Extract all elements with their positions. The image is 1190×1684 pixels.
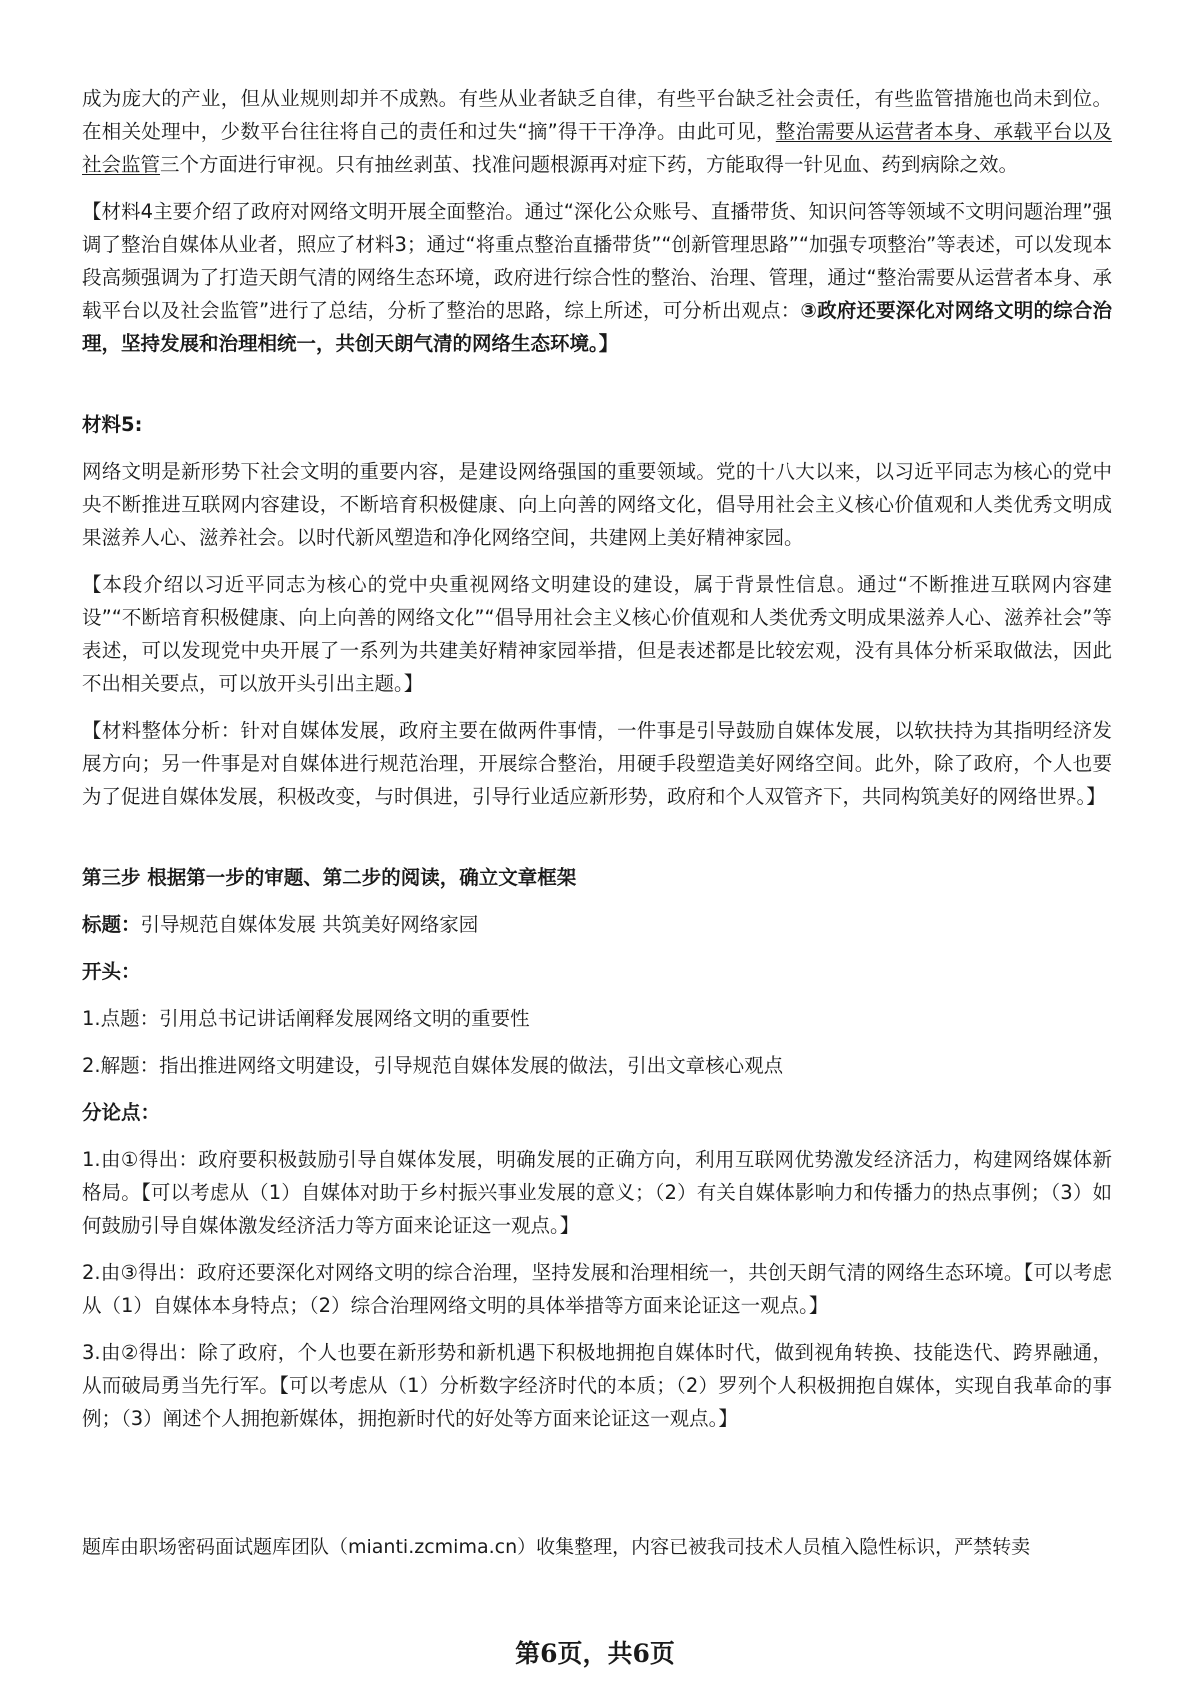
opening-label: 开头： [82, 960, 141, 983]
overall-analysis: 【材料整体分析：针对自媒体发展，政府主要在做两件事情，一件事是引导鼓励自媒体发展，以软扶持为其指明经济发展方向；另一件事是对自媒体进行规范治理，开展综合整治，用硬手段塑造美好网络空间。此外，除了政府，个人也要为了促进自媒体发展，积极改变，与时俱进，引导行业适应新形势，政府和个人双管齐下，共同构筑美好的网络世界。】 [82, 719, 1112, 808]
opening-item: 1.点题：引用总书记讲话阐释发展网络文明的重要性 [82, 1007, 530, 1030]
point-item: 2.由③得出：政府还要深化对网络文明的综合治理，坚持发展和治理相统一，共创天朗气清的网络生态环境。【可以考虑从（1）自媒体本身特点；（2）综合治理网络文明的具体举措等方面来论证这一观点。】 [82, 1261, 1112, 1317]
document-body [82, 82, 1112, 1435]
point-item: 1.由①得出：政府要积极鼓励引导自媒体发展，明确发展的正确方向，利用互联网优势激发经济活力，构建网络媒体新格局。【可以考虑从（1）自媒体对助于乡村振兴事业发展的意义；（2）有关自媒体影响力和传播力的热点事例；（3）如何鼓励引导自媒体激发经济活力等方面来论证这一观点。】 [82, 1148, 1112, 1237]
points-label: 分论点： [82, 1101, 161, 1124]
material5-title: 材料5: [82, 413, 143, 436]
underlined-text: 整治需要从运营者本身、承载平台以及社会监管 [82, 120, 1112, 176]
step3-heading: 第三步 根据第一步的审题、第二步的阅读，确立文章框架 [82, 866, 577, 889]
opening-item: 2.解题：指出推进网络文明建设，引导规范自媒体发展的做法，引出文章核心观点 [82, 1054, 784, 1077]
material5-text: 网络文明是新形势下社会文明的重要内容，是建设网络强国的重要领域。党的十八大以来，以习近平同志为核心的党中央不断推进互联网内容建设，不断培育积极健康、向上向善的网络文化，倡导用社会主义核心价值观和人类优秀文明成果滋养人心、滋养社会。以时代新风塑造和净化网络空间，共建网上美好精神家园。 [82, 460, 1112, 549]
viewpoint-3: ③政府还要深化对网络文明的综合治理，坚持发展和治理相统一，共创天朗气清的网络生态环境。】 [82, 299, 1112, 355]
paragraph-material4-analysis: 【材料4主要介绍了政府对网络文明开展全面整治。通过“深化公众账号、直播带货、知识问答等领域不文明问题治理”强调了整治自媒体从业者，照应了材料3；通过“将重点整治直播带货”“创新管理思路”“加强专项整治”等表述，可以发现本段高频强调为了打造天朗气清的网络生态环境，政府进行综合性的整治、治理、管理，通过“整治需要从运营者本身、承载平台以及社会监管”进行了总结，分析了整治的思路，综上所述，可分析出观点：③政府还要深化对网络文明的综合治理，坚持发展和治理相统一，共创天朗气清的网络生态环境。】 [82, 200, 1112, 355]
material5-analysis: 【本段介绍以习近平同志为核心的党中央重视网络文明建设的建设，属于背景性信息。通过“不断推进互联网内容建设”“不断培育积极健康、向上向善的网络文化”“倡导用社会主义核心价值观和人类优秀文明成果滋养人心、滋养社会”等表述，可以发现党中央开展了一系列为共建美好精神家园举措，但是表述都是比较宏观，没有具体分析采取做法，因此不出相关要点，可以放开头引出主题。】 [82, 573, 1112, 695]
footer-note: 题库由职场密码面试题库团队（mianti.zcmima.cn）收集整理，内容已被我司技术人员植入隐性标识，严禁转卖 [82, 1536, 1031, 1558]
point-item: 3.由②得出：除了政府，个人也要在新形势和新机遇下积极地拥抱自媒体时代，做到视角转换、技能迭代、跨界融通，从而破局勇当先行军。【可以考虑从（1）分析数字经济时代的本质；（2）罗列个人积极拥抱自媒体，实现自我革命的事例；（3）阐述个人拥抱新媒体，拥抱新时代的好处等方面来论证这一观点。】 [82, 1341, 1112, 1430]
paragraph-material4-end: 成为庞大的产业，但从业规则却并不成熟。有些从业者缺乏自律，有些平台缺乏社会责任，有些监管措施也尚未到位。在相关处理中，少数平台往往将自己的责任和过失“摘”得干干净净。由此可见，整治需要从运营者本身、承载平台以及社会监管三个方面进行审视。只有抽丝剥茧、找准问题根源再对症下药，方能取得一针见血、药到病除之效。 [82, 87, 1112, 176]
essay-title: 标题：引导规范自媒体发展 共筑美好网络家园 [82, 913, 479, 936]
page-number: 第6页，共6页 [515, 1639, 675, 1668]
